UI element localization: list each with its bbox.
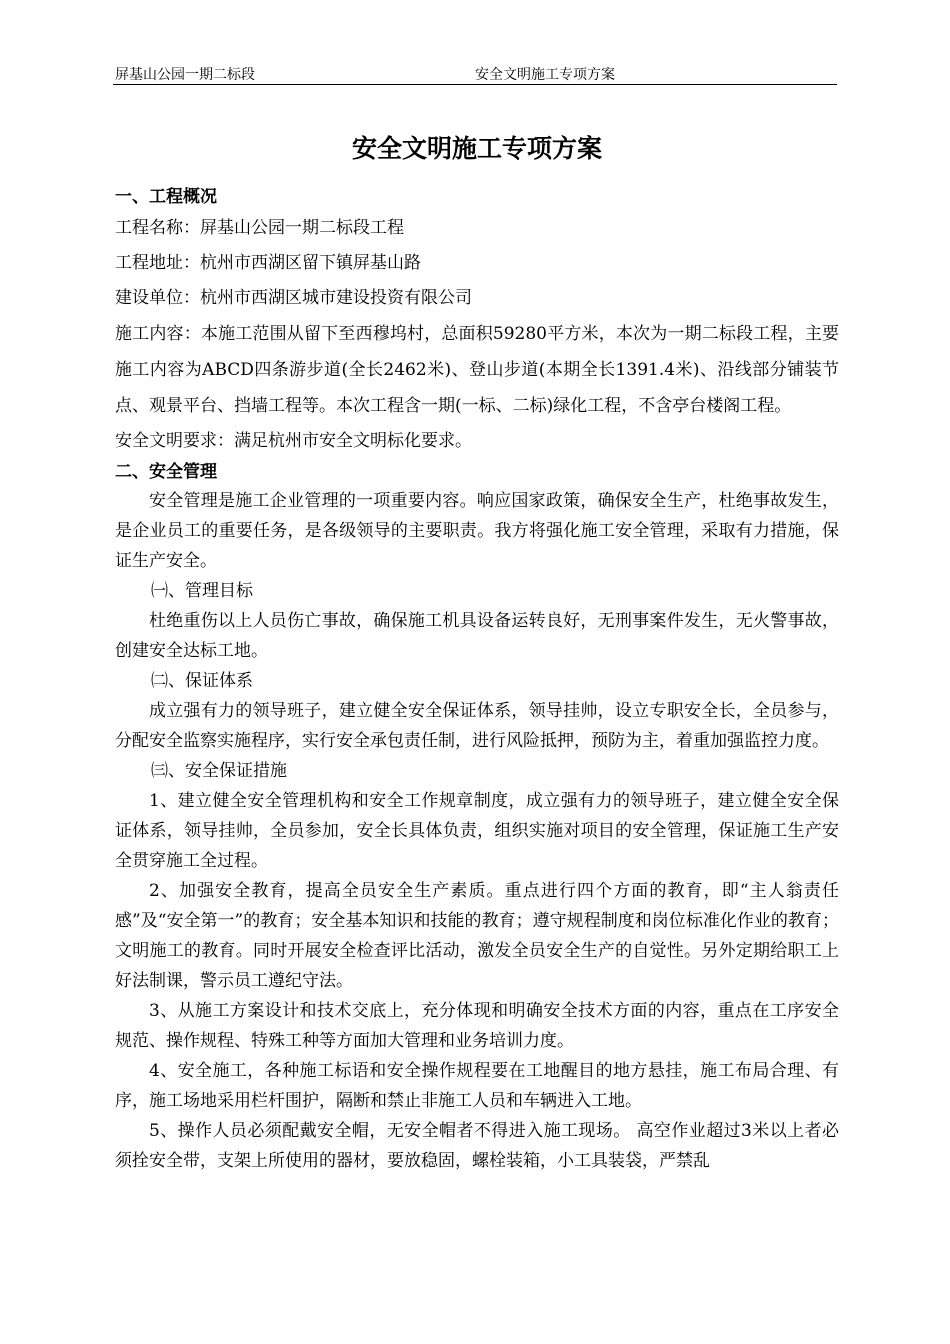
measure-item: 1、建立健全安全管理机构和安全工作规章制度，成立强有力的领导班子，建立健全安全保证体系，领导挂帅，全员参加，安全长具体负责，组织实施对项目的安全管理，保证施工生产安全贯穿施工全过程。 [115,791,839,871]
measure-item: 5、操作人员必须配戴安全帽，无安全帽者不得进入施工现场。 高空作业超过3米以上者必须拴安全带，支架上所使用的器材，要放稳固，螺栓装箱，小工具装袋，严禁乱 [115,1121,839,1171]
measure-item: 2、加强安全教育，提高全员安全生产素质。重点进行四个方面的教育，即“主人翁责任感”及“安全第一”的教育；安全基本知识和技能的教育；遵守规程制度和岗位标准化作业的教育；文明施工的教育。同时开展安全检查评比活动，激发全员安全生产的自觉性。另外定期给职工上好法制课，警示员工遵纪守法。 [115,881,839,991]
measures-title: ㈢、安全保证措施 [151,761,287,781]
section-heading-overview: 一、工程概况 [115,187,217,207]
header-left-text: 屏基山公园一期二标段 [115,67,255,83]
builder-unit: 建设单位：杭州市西湖区城市建设投资有限公司 [115,288,472,308]
system-text: 成立强有力的领导班子，建立健全安全保证体系，领导挂帅，设立专职安全长，全员参与，分配安全监察实施程序，实行安全承包责任制，进行风险抵押，预防为主，着重加强监控力度。 [115,701,839,751]
measure-item: 3、从施工方案设计和技术交底上，充分体现和明确安全技术方面的内容，重点在工序安全规范、操作规程、特殊工种等方面加大管理和业务培训力度。 [115,1001,839,1051]
section-heading-safety: 二、安全管理 [115,462,217,482]
document-title: 安全文明施工专项方案 [351,134,602,163]
goal-text: 杜绝重伤以上人员伤亡事故，确保施工机具设备运转良好，无刑事案件发生，无火警事故，创建安全达标工地。 [115,611,839,661]
header-right-text: 安全文明施工专项方案 [475,67,615,83]
header-rule [113,84,837,85]
safety-requirement: 安全文明要求：满足杭州市安全文明标化要求。 [115,431,472,451]
system-title: ㈡、保证体系 [151,671,253,691]
safety-intro: 安全管理是施工企业管理的一项重要内容。响应国家政策，确保安全生产，杜绝事故发生，是企业员工的重要任务，是各级领导的主要职责。我方将强化施工安全管理，采取有力措施，保证生产安全。 [115,491,839,571]
construction-content: 施工内容：本施工范围从留下至西穆坞村，总面积59280平方米，本次为一期二标段工程，主要施工内容为ABCD四条游步道(全长2462米)、登山步道(本期全长1391.4米)、沿线部分铺装节点、观景平台、挡墙工程等。本次工程含一期(一标、二标)绿化工程，不含亭台楼阁工程。 [115,324,839,416]
document-body [115,184,839,1176]
goal-title: ㈠、管理目标 [151,581,253,601]
measure-item: 4、安全施工，各种施工标语和安全操作规程要在工地醒目的地方悬挂，施工布局合理、有序，施工场地采用栏杆围护，隔断和禁止非施工人员和车辆进入工地。 [115,1061,839,1111]
project-name: 工程名称：屏基山公园一期二标段工程 [115,218,404,238]
project-address: 工程地址：杭州市西湖区留下镇屏基山路 [115,253,421,273]
